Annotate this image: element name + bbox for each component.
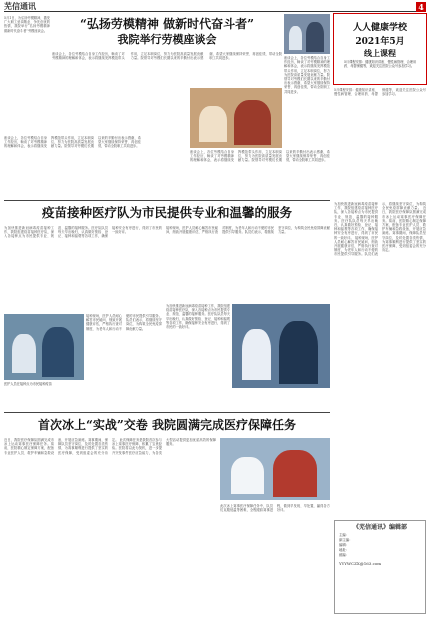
right-column-lower-copy3: 近日，我院医疗保障队圆满完成市冰上运动赛事医疗保障任务。赛前，医院精心制定保障方案，配备专业医护人员、救护车辆和急救设备，开展应急演练。赛事期间，保障队员坚守岗位，及时处置各类伤情，为赛事顺利进行提供了坚实的医疗保障，受到组委会的充分肯定。: [382, 206, 426, 253]
article2-body-right: [166, 226, 330, 302]
article1-body-lower-right: [190, 150, 330, 196]
right-column-copy: 5月课程安排：健康知识讲座、慢性病管理、合理用药、母婴保健等，欢迎关注医院公众号参加学习。: [334, 88, 426, 97]
health-school-title: 人人健康学校: [352, 23, 407, 33]
health-school-body: 5月课程安排：健康知识讲座、慢性病管理、合理用药、母婴保健等，欢迎关注医院公众号参加学习。: [344, 60, 417, 69]
page-number: 4: [416, 2, 426, 12]
article1-lead-column: [4, 16, 50, 134]
article3-text2: 此次保障任务是我院首次参与冰上赛事医疗保障，积累了宝贵经验。医院将以此为契机，进一步提升突发事件医疗应急能力，为各类大型活动提供更加优质高效的保障服务。: [112, 438, 216, 455]
editorial-line-2: 副主编：: [339, 538, 353, 542]
article1-text-lower: 座谈会上，各位劳模结合自身工作经历，畅谈了对劳模精神的理解和体会，表示将继续发挥模范带头作用，立足本职岗位，努力为医院高质量发展贡献力量。院领导对劳模们长期以来的辛勤付出表示感谢，希望大家继续保持荣誉、再创佳绩，带动全院职工共同进步。: [4, 136, 141, 149]
article2-photo-left: [4, 314, 84, 380]
divider-1: [4, 200, 330, 201]
article2-photo-caption: 医护人员在接种点为市民接种疫苗: [4, 382, 52, 386]
article1-title: [52, 16, 282, 47]
article3-photo: [220, 438, 330, 500]
article2-text-lower: 为加快推进新冠病毒疫苗接种工作，我院组建疫苗接种医疗队，深入各接种点为市民提供专业、规范、温馨的接种服务。医疗队队员每天早出晚归，认真做好预检、登记、接种和留观等各项工作，确保接种安全有序进行，得到了市民的一致好评。: [166, 304, 230, 330]
newspaper-logo: 芜信通讯: [4, 1, 36, 11]
article1-body-right: [284, 56, 330, 134]
article1-title-line1: “弘扬劳模精神 做新时代奋斗者”: [80, 17, 254, 31]
right-column-lower-copy2: 接种现场，医护人员耐心解答市民疑问，细致开展健康评估，严格执行查对制度，为老年人和行动不便的市民提供引导服务。队员们表示，将继续坚守岗位，为构筑全民免疫屏障贡献力量。: [334, 202, 426, 257]
article3-body-right: [220, 504, 330, 614]
article2-text-right: 接种现场，医护人员耐心解答市民疑问，细致开展健康评估，严格执行查对制度，为老年人和行动不便的市民提供引导服务。队员们表示，将继续坚守岗位，为构筑全民免疫屏障贡献力量。: [166, 226, 330, 235]
article3-text: 近日，我院医疗保障队圆满完成市冰上运动赛事医疗保障任务。赛前，医院精心制定保障方案，配备专业医护人员、救护车辆和急救设备，开展应急演练。赛事期间，保障队员坚守岗位，及时处置各类伤情，为赛事顺利进行提供了坚实的医疗保障，受到组委会的充分肯定。: [4, 438, 119, 455]
right-column-text: [334, 88, 426, 198]
article3-body: [4, 438, 216, 614]
article2-photo-main: [232, 304, 330, 388]
editorial-line-3: 编辑：: [339, 543, 350, 547]
editorial-title: 《芜信通讯》编辑部: [352, 524, 407, 531]
article1-title-line2: 我院举行劳模座谈会: [117, 33, 217, 46]
masthead: [4, 2, 426, 12]
article1-text-lower-right: 座谈会上，各位劳模结合自身工作经历，畅谈了对劳模精神的理解和体会，表示将继续发挥模范带头作用，立足本职岗位，努力为医院高质量发展贡献力量。院领导对劳模们长期以来的辛勤付出表示感谢，希望大家继续保持荣誉、再创佳绩，带动全院职工共同进步。: [190, 150, 330, 163]
article2-title: 疫苗接种医疗队为市民提供专业和温馨的服务: [41, 205, 292, 220]
article1-lead: 5月1日，为弘扬劳模精神，激发广大职工爱岗敬业、争先创优的热情，我院举行“弘扬劳模精神 做新时代奋斗者”劳模座谈会。: [4, 16, 50, 33]
right-column-lower-copy: 为加快推进新冠病毒疫苗接种工作，我院组建疫苗接种医疗队，深入各接种点为市民提供专业、规范、温馨的接种服务。医疗队队员每天早出晚归，认真做好预检、登记、接种和留观等各项工作，确保接种安全有序进行，得到了市民的一致好评。: [334, 202, 378, 240]
editorial-box: [334, 520, 426, 614]
editorial-line-1: 主编：: [339, 533, 350, 537]
article1-body-lower: [4, 136, 188, 196]
article2-body-mid: [86, 314, 162, 410]
article3-text-right: 此次冰上赛事医疗保障任务中，队员们克服低温等困难，全程跟踪赛事进程，做到早发现、早处置，赢得各方好评。: [220, 504, 330, 513]
health-school-date: 2021年5月: [355, 37, 405, 47]
editorial-line-4: 地址：: [339, 548, 350, 552]
article1-photo-main: [190, 88, 282, 148]
article3-title: 首次冰上“实战”交卷 我院圆满完成医疗保障任务: [38, 418, 296, 432]
divider-2: [4, 412, 330, 413]
editorial-email: YYYWCZX@163.com: [339, 561, 382, 566]
article2-text: 为加快推进新冠病毒疫苗接种工作，我院组建疫苗接种医疗队，深入各接种点为市民提供专业、规范、温馨的接种服务。医疗队队员每天早出晚归，认真做好预检、登记、接种和留观等各项工作，确保接种安全有序进行，得到了市民的一致好评。: [4, 226, 162, 239]
article2-body: [4, 226, 162, 312]
health-school-subtitle: 线上课程: [364, 48, 396, 58]
article1-photo: [284, 14, 330, 54]
article1-text-right: 座谈会上，各位劳模结合自身工作经历，畅谈了对劳模精神的理解和体会，表示将继续发挥模范带头作用，立足本职岗位，努力为医院高质量发展贡献力量。院领导对劳模们长期以来的辛勤付出表示感谢，希望大家继续保持荣誉、再创佳绩，带动全院职工共同进步。: [284, 56, 330, 94]
article1-text: 座谈会上，各位劳模结合自身工作经历，畅谈了对劳模精神的理解和体会，表示将继续发挥模范带头作用，立足本职岗位，努力为医院高质量发展贡献力量。院领导对劳模们长期以来的辛勤付出表示感谢，希望大家继续保持荣誉、再创佳绩，带动全院职工共同进步。: [52, 52, 282, 61]
article2-body-lower: [166, 304, 230, 410]
right-column-lower: [334, 202, 426, 516]
article2-text-mid: 接种现场，医护人员耐心解答市民疑问，细致开展健康评估，严格执行查对制度，为老年人和行动不便的市民提供引导服务。队员们表示，将继续坚守岗位，为构筑全民免疫屏障贡献力量。: [86, 314, 162, 331]
editorial-line-5: 邮编：: [339, 553, 350, 557]
health-school-box: [333, 13, 427, 85]
